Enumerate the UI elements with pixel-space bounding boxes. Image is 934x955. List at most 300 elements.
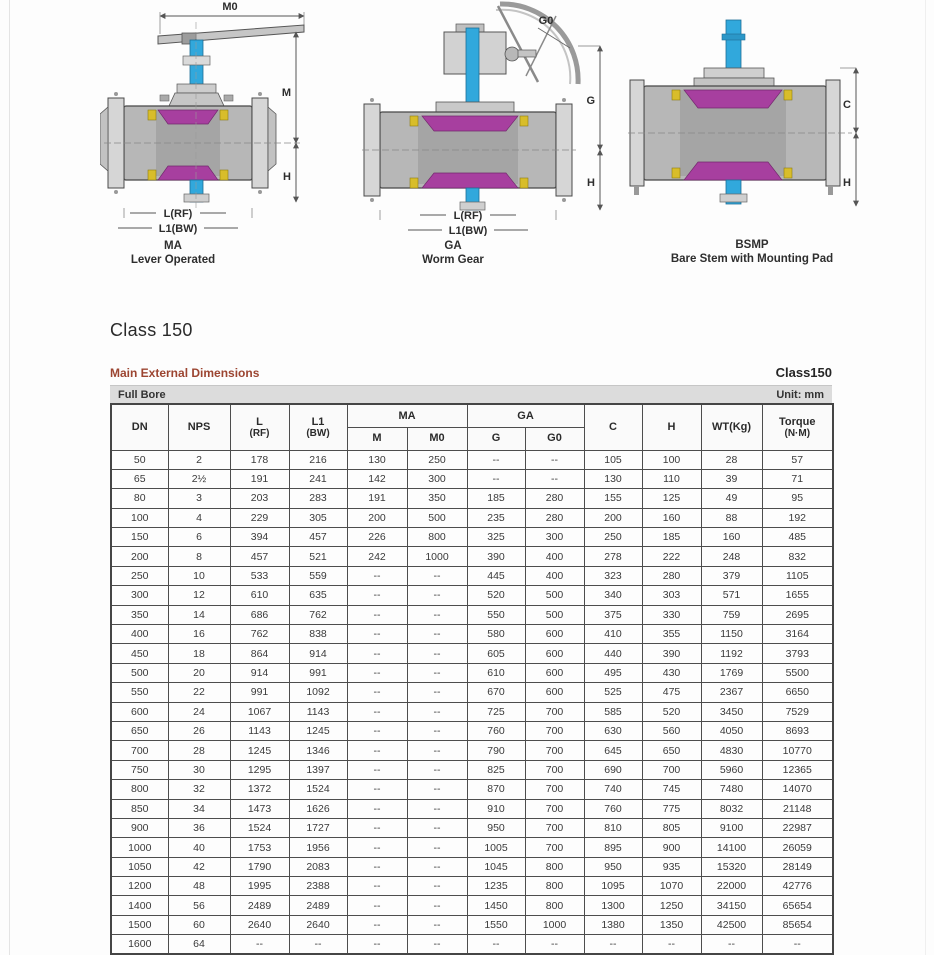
seat-top	[684, 90, 782, 108]
table-cell: 216	[289, 450, 347, 469]
table-cell: 5500	[762, 663, 833, 682]
table-cell: 457	[289, 528, 347, 547]
table-cell: 1143	[230, 721, 289, 740]
table-cell: 805	[642, 818, 701, 837]
table-cell: 495	[584, 663, 642, 682]
table-cell: 1005	[467, 838, 525, 857]
table-cell: 15320	[701, 857, 762, 876]
table-cell: 580	[467, 625, 525, 644]
table-cell: 350	[111, 605, 168, 624]
table-cell: 1245	[289, 721, 347, 740]
col-header-dn: DN	[111, 404, 168, 450]
valve-drawing-gear	[360, 0, 610, 236]
table-cell: 686	[230, 605, 289, 624]
dim-label-m: M	[281, 87, 291, 99]
table-cell: 600	[525, 644, 584, 663]
table-cell: 1400	[111, 896, 168, 915]
table-cell: 155	[584, 489, 642, 508]
table-cell: 248	[701, 547, 762, 566]
table-cell: 1235	[467, 877, 525, 896]
table-row	[111, 450, 833, 469]
table-row	[111, 780, 833, 799]
table-cell: --	[407, 702, 467, 721]
table-cell: 850	[111, 799, 168, 818]
table-cell: 410	[584, 625, 642, 644]
table-cell: --	[347, 702, 407, 721]
table-cell: 525	[584, 683, 642, 702]
dim-label-h: H	[843, 177, 851, 189]
table-cell: 36	[168, 818, 230, 837]
table-cell: 800	[111, 780, 168, 799]
table-cell: 191	[347, 489, 407, 508]
table-cell: 250	[407, 450, 467, 469]
table-cell: --	[347, 935, 407, 954]
table-cell: 6	[168, 528, 230, 547]
table-cell: 1397	[289, 760, 347, 779]
page-title: Class 150	[110, 320, 193, 340]
seat-ring	[148, 170, 156, 180]
table-cell: 1790	[230, 857, 289, 876]
table-cell: 750	[111, 760, 168, 779]
table-cell: 14100	[701, 838, 762, 857]
bare-stem	[722, 20, 745, 72]
table-cell: 760	[467, 721, 525, 740]
table-cell: --	[407, 799, 467, 818]
table-row	[111, 857, 833, 876]
table-cell: 1143	[289, 702, 347, 721]
table-cell: 305	[289, 508, 347, 527]
seat-ring	[784, 90, 792, 100]
table-cell: 7529	[762, 702, 833, 721]
table-cell: --	[525, 469, 584, 488]
table-cell: 825	[467, 760, 525, 779]
table-cell: 12	[168, 586, 230, 605]
table-cell: --	[701, 935, 762, 954]
table-cell: 10	[168, 566, 230, 585]
table-cell: 800	[525, 877, 584, 896]
table-cell: 1070	[642, 877, 701, 896]
table-cell: 20	[168, 663, 230, 682]
table-cell: 26	[168, 721, 230, 740]
table-cell: 300	[407, 469, 467, 488]
valve-drawing-bsmp	[628, 16, 868, 238]
table-cell: 1450	[467, 896, 525, 915]
table-cell: 1380	[584, 915, 642, 934]
figure-code: GA	[444, 240, 462, 252]
table-cell: 600	[111, 702, 168, 721]
table-cell: 650	[642, 741, 701, 760]
table-row	[111, 721, 833, 740]
table-cell: 1092	[289, 683, 347, 702]
table-cell: 440	[584, 644, 642, 663]
table-cell: 283	[289, 489, 347, 508]
table-cell: --	[407, 780, 467, 799]
col-header-ga: GA	[467, 404, 584, 427]
seat-ring	[410, 116, 418, 126]
table-cell: --	[347, 741, 407, 760]
table-cell: 390	[467, 547, 525, 566]
table-cell: 475	[642, 683, 701, 702]
table-cell: 1095	[584, 877, 642, 896]
table-cell: --	[407, 935, 467, 954]
col-header-g: G	[467, 427, 525, 450]
table-cell: 300	[111, 586, 168, 605]
table-cell: 10770	[762, 741, 833, 760]
table-cell: --	[289, 935, 347, 954]
table-cell: 40	[168, 838, 230, 857]
table-cell: --	[407, 644, 467, 663]
table-cell: 32	[168, 780, 230, 799]
seat-ring	[672, 168, 680, 178]
table-cell: 16	[168, 625, 230, 644]
table-cell: 700	[525, 741, 584, 760]
figure-caption-ma	[103, 239, 243, 268]
table-cell: 8693	[762, 721, 833, 740]
table-cell: --	[347, 915, 407, 934]
table-cell: 39	[701, 469, 762, 488]
table-cell: 49	[701, 489, 762, 508]
table-cell: --	[407, 857, 467, 876]
table-cell: --	[347, 877, 407, 896]
valve-stem	[160, 40, 233, 106]
table-title: Main External Dimensions	[110, 366, 260, 380]
table-cell: 95	[762, 489, 833, 508]
table-cell: 2388	[289, 877, 347, 896]
table-cell: 864	[230, 644, 289, 663]
valve-drawing-lever	[100, 0, 310, 236]
table-cell: 600	[525, 625, 584, 644]
table-cell: 700	[525, 838, 584, 857]
table-cell: 110	[642, 469, 701, 488]
table-cell: 22987	[762, 818, 833, 837]
table-cell: 1753	[230, 838, 289, 857]
table-cell: 191	[230, 469, 289, 488]
table-cell: --	[407, 760, 467, 779]
gearbox	[444, 24, 536, 74]
table-cell: 390	[642, 644, 701, 663]
seat-ring	[220, 110, 228, 120]
table-row	[111, 625, 833, 644]
table-cell: 910	[467, 799, 525, 818]
table-cell: 1995	[230, 877, 289, 896]
table-cell: 900	[642, 838, 701, 857]
dim-label-h: H	[283, 171, 291, 183]
table-cell: 1250	[642, 896, 701, 915]
table-cell: 610	[467, 663, 525, 682]
table-cell: 64	[168, 935, 230, 954]
table-cell: 2083	[289, 857, 347, 876]
table-cell: 200	[111, 547, 168, 566]
seat-bottom	[684, 162, 782, 180]
table-cell: 85654	[762, 915, 833, 934]
table-cell: 28	[701, 450, 762, 469]
table-cell: 3793	[762, 644, 833, 663]
table-cell: 1956	[289, 838, 347, 857]
table-row	[111, 799, 833, 818]
table-cell: 745	[642, 780, 701, 799]
table-cell: --	[347, 663, 407, 682]
table-cell: 400	[111, 625, 168, 644]
col-header-m0: M0	[407, 427, 467, 450]
table-cell: 2	[168, 450, 230, 469]
table-cell: 2367	[701, 683, 762, 702]
table-cell: 14070	[762, 780, 833, 799]
table-cell: 914	[289, 644, 347, 663]
table-cell: 800	[525, 896, 584, 915]
table-cell: 160	[701, 528, 762, 547]
table-cell: 56	[168, 896, 230, 915]
table-cell: 3164	[762, 625, 833, 644]
table-cell: 100	[111, 508, 168, 527]
table-cell: 500	[407, 508, 467, 527]
table-cell: 394	[230, 528, 289, 547]
dim-label-lrf: L(RF)	[163, 208, 193, 220]
table-cell: 935	[642, 857, 701, 876]
table-cell: 775	[642, 799, 701, 818]
table-cell: 2½	[168, 469, 230, 488]
table-cell: 325	[467, 528, 525, 547]
figure-caption-ga	[383, 239, 523, 268]
table-cell: 900	[111, 818, 168, 837]
table-cell: 725	[467, 702, 525, 721]
table-cell: --	[347, 566, 407, 585]
table-cell: 34150	[701, 896, 762, 915]
table-cell: 192	[762, 508, 833, 527]
bore-label: Full Bore	[118, 388, 166, 401]
table-row	[111, 644, 833, 663]
seat-ring	[410, 178, 418, 188]
table-cell: --	[347, 780, 407, 799]
table-cell: 142	[347, 469, 407, 488]
table-cell: 500	[525, 586, 584, 605]
table-cell: 690	[584, 760, 642, 779]
valve-stem	[466, 28, 479, 110]
lever-handle	[158, 25, 304, 44]
table-cell: --	[407, 721, 467, 740]
table-cell: --	[407, 683, 467, 702]
table-cell: 12365	[762, 760, 833, 779]
table-cell: 571	[701, 586, 762, 605]
table-cell: 1727	[289, 818, 347, 837]
table-cell: 790	[467, 741, 525, 760]
table-cell: --	[407, 818, 467, 837]
table-cell: 1524	[230, 818, 289, 837]
table-cell: 330	[642, 605, 701, 624]
table-cell: --	[347, 721, 407, 740]
table-cell: 1150	[701, 625, 762, 644]
table-cell: --	[407, 741, 467, 760]
table-row	[111, 605, 833, 624]
table-cell: 4830	[701, 741, 762, 760]
table-cell: 605	[467, 644, 525, 663]
table-cell: --	[347, 644, 407, 663]
table-cell: 28149	[762, 857, 833, 876]
table-cell: 1655	[762, 586, 833, 605]
table-cell: 229	[230, 508, 289, 527]
table-cell: 1045	[467, 857, 525, 876]
table-cell: 105	[584, 450, 642, 469]
table-cell: --	[407, 586, 467, 605]
table-cell: 203	[230, 489, 289, 508]
table-cell: 700	[525, 799, 584, 818]
table-cell: 500	[111, 663, 168, 682]
table-cell: 8032	[701, 799, 762, 818]
table-cell: 80	[111, 489, 168, 508]
table-cell: 870	[467, 780, 525, 799]
table-cell: 34	[168, 799, 230, 818]
dimensions-section	[110, 320, 832, 955]
table-cell: 550	[467, 605, 525, 624]
figure-name: Lever Operated	[130, 254, 216, 267]
table-row	[111, 683, 833, 702]
col-header-c: C	[584, 404, 642, 450]
table-cell: 550	[111, 683, 168, 702]
table-cell: 800	[525, 857, 584, 876]
table-cell: 1346	[289, 741, 347, 760]
table-cell: 185	[467, 489, 525, 508]
table-cell: 3450	[701, 702, 762, 721]
table-cell: 5960	[701, 760, 762, 779]
table-cell: 178	[230, 450, 289, 469]
table-cell: --	[407, 625, 467, 644]
table-cell: 355	[642, 625, 701, 644]
col-header-h: H	[642, 404, 701, 450]
table-cell: 700	[525, 702, 584, 721]
dimensions-tbody	[111, 450, 833, 954]
table-cell: 4	[168, 508, 230, 527]
table-cell: 22	[168, 683, 230, 702]
table-cell: 22000	[701, 877, 762, 896]
table-cell: --	[584, 935, 642, 954]
table-cell: --	[347, 799, 407, 818]
table-cell: --	[407, 896, 467, 915]
dim-label-lrf: L(RF)	[453, 210, 483, 222]
table-cell: 838	[289, 625, 347, 644]
table-cell: 2640	[230, 915, 289, 934]
table-cell: 400	[525, 566, 584, 585]
valve-body	[100, 92, 276, 202]
table-cell: 610	[230, 586, 289, 605]
table-cell: 700	[525, 780, 584, 799]
mounting-pad	[704, 68, 764, 78]
table-cell: --	[407, 838, 467, 857]
table-title-row	[110, 365, 832, 380]
table-cell: --	[347, 818, 407, 837]
table-cell: 48	[168, 877, 230, 896]
table-cell: 1192	[701, 644, 762, 663]
table-cell: 832	[762, 547, 833, 566]
table-cell: 9100	[701, 818, 762, 837]
table-cell: 760	[584, 799, 642, 818]
table-row	[111, 702, 833, 721]
seat-top	[158, 110, 218, 124]
table-cell: --	[467, 450, 525, 469]
table-cell: 400	[525, 547, 584, 566]
table-cell: 991	[289, 663, 347, 682]
table-cell: 1350	[642, 915, 701, 934]
table-cell: 740	[584, 780, 642, 799]
table-cell: 600	[525, 683, 584, 702]
handwheel	[496, 4, 578, 84]
table-cell: 222	[642, 547, 701, 566]
table-cell: 645	[584, 741, 642, 760]
table-cell: 160	[642, 508, 701, 527]
table-row	[111, 586, 833, 605]
table-cell: 895	[584, 838, 642, 857]
seat-top	[422, 116, 518, 131]
table-cell: 71	[762, 469, 833, 488]
table-cell: 60	[168, 915, 230, 934]
table-cell: --	[467, 935, 525, 954]
table-cell: --	[407, 663, 467, 682]
table-cell: 1295	[230, 760, 289, 779]
table-cell: 42	[168, 857, 230, 876]
table-cell: 150	[111, 528, 168, 547]
table-cell: 485	[762, 528, 833, 547]
table-header	[111, 404, 833, 450]
table-row	[111, 818, 833, 837]
table-cell: --	[525, 450, 584, 469]
table-cell: 533	[230, 566, 289, 585]
table-cell: 88	[701, 508, 762, 527]
mounting-plate	[436, 102, 514, 112]
table-cell: 1000	[525, 915, 584, 934]
table-cell: 280	[525, 508, 584, 527]
table-cell: 30	[168, 760, 230, 779]
table-cell: 457	[230, 547, 289, 566]
table-cell: 1500	[111, 915, 168, 934]
col-header-l1: L1 (BW)	[289, 404, 347, 450]
dim-label-g: G	[586, 95, 595, 107]
table-cell: 200	[347, 508, 407, 527]
table-cell: 1050	[111, 857, 168, 876]
table-cell: 2489	[289, 896, 347, 915]
table-cell: 560	[642, 721, 701, 740]
table-cell: 14	[168, 605, 230, 624]
table-row	[111, 877, 833, 896]
table-cell: 250	[111, 566, 168, 585]
table-cell: 914	[230, 663, 289, 682]
table-cell: 1524	[289, 780, 347, 799]
dim-label-m0: M0	[222, 1, 238, 13]
class-rating-label: Class150	[775, 365, 832, 380]
table-cell: 1769	[701, 663, 762, 682]
table-cell: 650	[111, 721, 168, 740]
table-row	[111, 528, 833, 547]
table-cell: 1473	[230, 799, 289, 818]
figure-lever-operated	[100, 0, 310, 241]
table-cell: 520	[467, 586, 525, 605]
figure-worm-gear	[360, 0, 610, 241]
table-row	[111, 566, 833, 585]
table-cell: 559	[289, 566, 347, 585]
table-cell: 2640	[289, 915, 347, 934]
table-cell: 1372	[230, 780, 289, 799]
figure-code: BSMP	[735, 239, 769, 251]
table-cell: 1600	[111, 935, 168, 954]
table-cell: 65	[111, 469, 168, 488]
table-cell: 759	[701, 605, 762, 624]
table-cell: 1067	[230, 702, 289, 721]
col-header-torque: Torque (N·M)	[762, 404, 833, 450]
table-cell: 278	[584, 547, 642, 566]
table-row	[111, 663, 833, 682]
table-cell: 635	[289, 586, 347, 605]
table-cell: 450	[111, 644, 168, 663]
bore-unit-band	[110, 385, 832, 403]
table-cell: 1626	[289, 799, 347, 818]
table-cell: 430	[642, 663, 701, 682]
